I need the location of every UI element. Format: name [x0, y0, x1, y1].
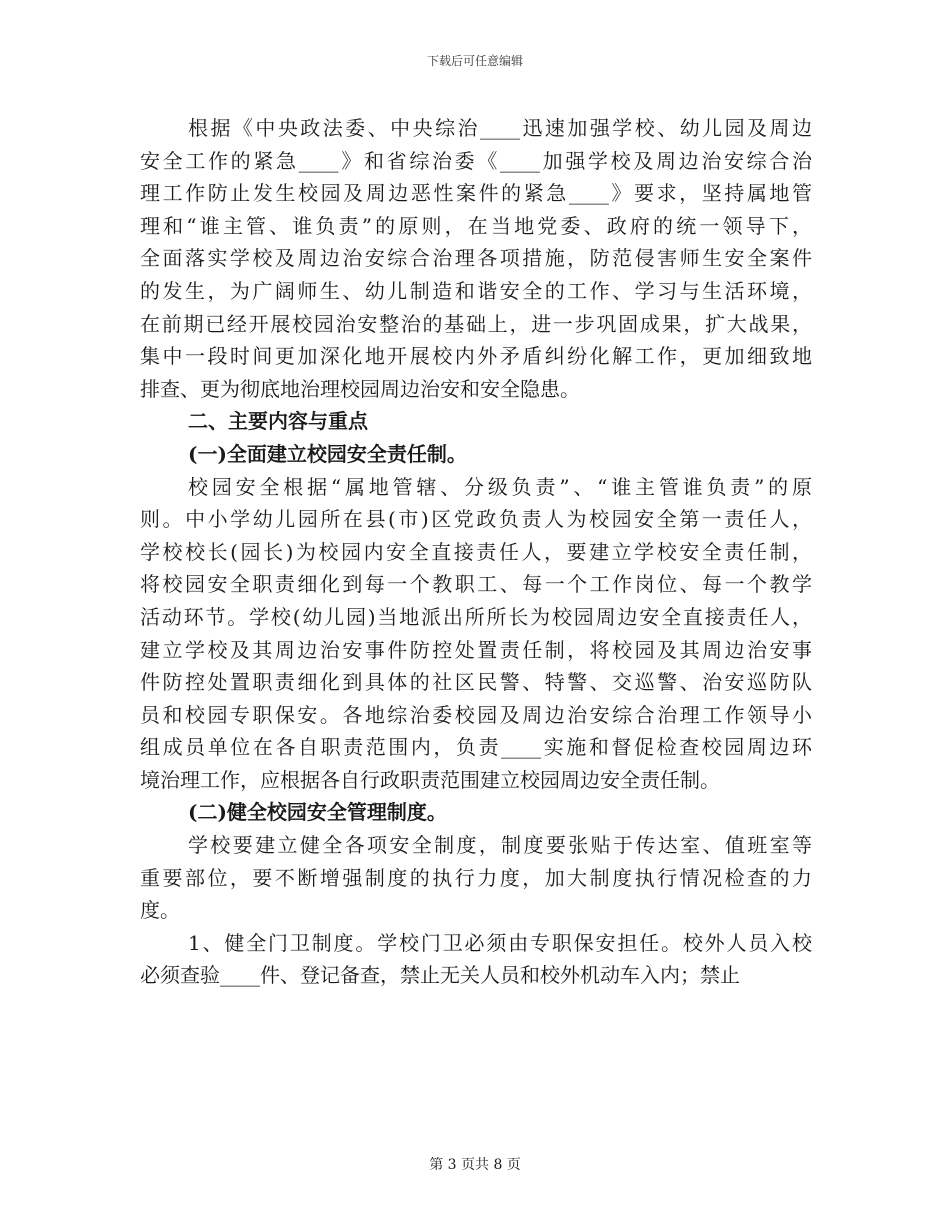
paragraph-line: 1、健全门卫制度。学校门卫必须由专职保安担任。校外人员入校	[188, 930, 812, 955]
paragraph-line: 件防控处置职责细化到具体的社区民警、特警、交巡警、治安巡防队	[140, 670, 812, 695]
paragraph-line: 安全工作的紧急____》和省综治委《____加强学校及周边治安综合治	[140, 148, 812, 173]
paragraph-line: 将校园安全职责细化到每一个教职工、每一个工作岗位、每一个教学	[140, 572, 812, 597]
paragraph-line: 理和“谁主管、谁负责”的原则，在当地党委、政府的统一领导下，	[140, 213, 812, 238]
paragraph-line: 则。中小学幼儿园所在县(市)区党政负责人为校园安全第一责任人，	[140, 507, 812, 532]
paragraph-line: 必须查验____件、登记备查，禁止无关人员和校外机动车入内；禁止	[140, 963, 740, 988]
paragraph-line: 建立学校及其周边治安事件防控处置责任制，将校园及其周边治安事	[140, 637, 812, 662]
paragraph-line: 员和校园专职保安。各地综治委校园及周边治安综合治理工作领导小	[140, 702, 812, 727]
paragraph-line: 组成员单位在各自职责范围内，负责____实施和督促检查校园周边环	[140, 735, 812, 760]
paragraph-line: 境治理工作，应根据各自行政职责范围建立校园周边安全责任制。	[140, 767, 720, 792]
document-body	[140, 112, 812, 992]
section-heading-line: 二、主要内容与重点	[188, 409, 368, 434]
page-footer: 第 3 页共 8 页	[429, 1157, 521, 1173]
paragraph-line: 全面落实学校及周边治安综合治理各项措施，防范侵害师生安全案件	[140, 246, 812, 271]
paragraph-line: 根据《中央政法委、中央综治____迅速加强学校、幼儿园及周边	[188, 116, 812, 140]
section-heading-line: (二)健全校园安全管理制度。	[188, 800, 447, 825]
paragraph-line: 集中一段时间更加深化地开展校内外矛盾纠纷化解工作，更加细致地	[140, 344, 812, 369]
page-header: 下载后可任意编辑	[426, 54, 523, 68]
paragraph-line: 学校校长(园长)为校园内安全直接责任人，要建立学校安全责任制，	[140, 539, 812, 564]
paragraph-line: 重要部位，要不断增强制度的执行力度，加大制度执行情况检查的力	[140, 865, 812, 890]
paragraph-line: 校园安全根据“属地管辖、分级负责”、“谁主管谁负责”的原	[188, 474, 812, 499]
paragraph-line: 学校要建立健全各项安全制度，制度要张贴于传达室、值班室等	[188, 833, 812, 858]
paragraph-line: 度。	[140, 898, 180, 923]
paragraph-line: 排查、更为彻底地治理校园周边治安和安全隐患。	[140, 376, 580, 401]
paragraph-line: 理工作防止发生校园及周边恶性案件的紧急____》要求，坚持属地管	[140, 181, 812, 206]
section-heading-line: (一)全面建立校园安全责任制。	[188, 441, 467, 466]
paragraph-line: 在前期已经开展校园治安整治的基础上，进一步巩固成果，扩大战果，	[140, 311, 812, 336]
paragraph-line: 活动环节。学校(幼儿园)当地派出所所长为校园周边安全直接责任人，	[140, 604, 812, 629]
paragraph-line: 的发生，为广阔师生、幼儿制造和谐安全的工作、学习与生活环境，	[140, 278, 812, 303]
